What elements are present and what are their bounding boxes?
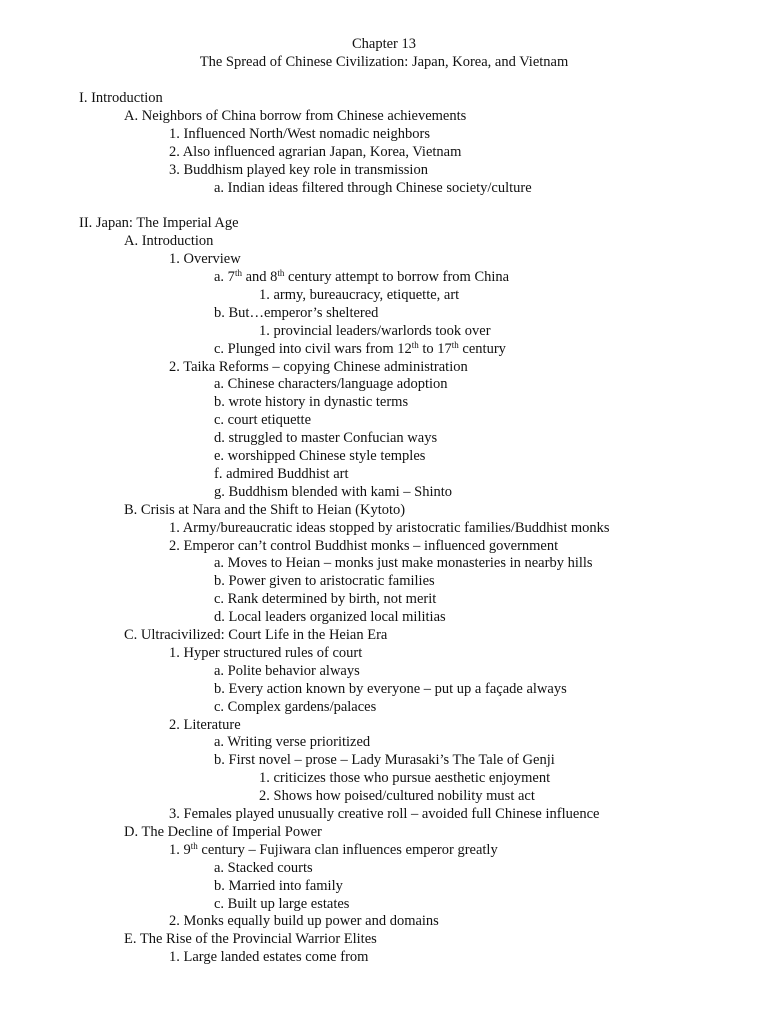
- superscript: th: [451, 339, 459, 350]
- outline-item: B. Crisis at Nara and the Shift to Heian (Kytoto): [124, 501, 406, 518]
- text-run: and 8: [241, 269, 278, 285]
- outline-item: a. Writing verse prioritized: [214, 734, 371, 751]
- outline-item: A. Neighbors of China borrow from Chinese achievements: [124, 107, 467, 124]
- outline-item: d. Local leaders organized local militias: [214, 609, 446, 626]
- outline-item: 1. Army/bureaucratic ideas stopped by aristocratic families/Buddhist monks: [169, 519, 610, 536]
- outline-item: [214, 340, 506, 358]
- outline-item: a. Chinese characters/language adoption: [214, 376, 448, 393]
- outline-item: [169, 841, 498, 859]
- superscript: th: [411, 339, 419, 350]
- outline-item: II. Japan: The Imperial Age: [79, 215, 239, 232]
- outline-item: 2. Monks equally build up power and domains: [169, 913, 439, 930]
- outline-item: c. court etiquette: [214, 412, 312, 429]
- superscript: th: [277, 268, 285, 278]
- text-run: century: [458, 340, 506, 357]
- text-run: 1. 9: [169, 841, 191, 858]
- outline-item: 2. Also influenced agrarian Japan, Korea, Vietnam: [169, 143, 462, 160]
- outline-item: 1. Influenced North/West nomadic neighbors: [169, 125, 430, 142]
- outline-item: 1. criticizes those who pursue aesthetic enjoyment: [259, 770, 551, 787]
- outline-item: c. Complex gardens/palaces: [214, 698, 377, 715]
- outline-item: 2. Literature: [169, 716, 241, 733]
- outline-item: 3. Females played unusually creative roll – avoided full Chinese influence: [169, 806, 600, 822]
- outline-item: C. Ultracivilized: Court Life in the Heian Era: [124, 627, 388, 643]
- outline-item: 2. Shows how poised/cultured nobility must act: [259, 788, 535, 805]
- superscript: th: [190, 840, 198, 851]
- outline-item: b. wrote history in dynastic terms: [214, 394, 409, 411]
- outline-item: 3. Buddhism played key role in transmission: [169, 161, 428, 178]
- chapter-subtitle: The Spread of Chinese Civilization: Japan, Korea, and Vietnam: [199, 54, 569, 70]
- outline-item: D. The Decline of Imperial Power: [124, 823, 322, 840]
- outline-item: 1. provincial leaders/warlords took over: [259, 322, 491, 339]
- outline-item: a. Polite behavior always: [214, 662, 360, 679]
- outline-item: 1. Overview: [169, 251, 241, 268]
- outline-item: a. Indian ideas filtered through Chinese society/culture: [214, 179, 532, 196]
- outline-item: b. Every action known by everyone – put up a façade always: [214, 680, 567, 697]
- outline-item: b. Power given to aristocratic families: [214, 573, 435, 590]
- outline-item: b. But…emperor’s sheltered: [214, 304, 379, 321]
- outline-item: [214, 268, 509, 286]
- outline-item: g. Buddhism blended with kami – Shinto: [214, 483, 453, 500]
- text-run: century attempt to borrow from China: [284, 269, 510, 285]
- outline-item: I. Introduction: [79, 90, 163, 106]
- outline-item: 1. army, bureaucracy, etiquette, art: [259, 286, 460, 303]
- chapter-heading: Chapter 13: [351, 36, 417, 52]
- outline-item: 1. Large landed estates come from: [169, 949, 369, 966]
- text-run: to 17: [418, 340, 452, 357]
- outline-item: 1. Hyper structured rules of court: [169, 644, 363, 661]
- outline-item: e. worshipped Chinese style temples: [214, 448, 426, 464]
- outline-item: E. The Rise of the Provincial Warrior Elites: [124, 931, 377, 948]
- outline-item: c. Rank determined by birth, not merit: [214, 591, 437, 608]
- outline-item: A. Introduction: [124, 233, 214, 250]
- outline-item: a. Stacked courts: [214, 859, 313, 876]
- superscript: th: [234, 268, 242, 278]
- outline-item: a. Moves to Heian – monks just make monasteries in nearby hills: [214, 555, 593, 572]
- outline-item: b. Married into family: [214, 877, 343, 894]
- outline-item: b. First novel – prose – Lady Murasaki’s The Tale of Genji: [214, 752, 555, 769]
- outline-item: f. admired Buddhist art: [214, 465, 349, 482]
- text-run: c. Plunged into civil wars from 12: [214, 340, 412, 357]
- outline-item: 2. Emperor can’t control Buddhist monks – influenced government: [169, 537, 559, 554]
- text-run: century – Fujiwara clan influences emperor greatly: [197, 841, 498, 858]
- outline-item: c. Built up large estates: [214, 895, 350, 912]
- text-run: a. 7: [214, 269, 235, 285]
- outline-item: 2. Taika Reforms – copying Chinese administration: [169, 358, 468, 375]
- outline-item: d. struggled to master Confucian ways: [214, 430, 438, 447]
